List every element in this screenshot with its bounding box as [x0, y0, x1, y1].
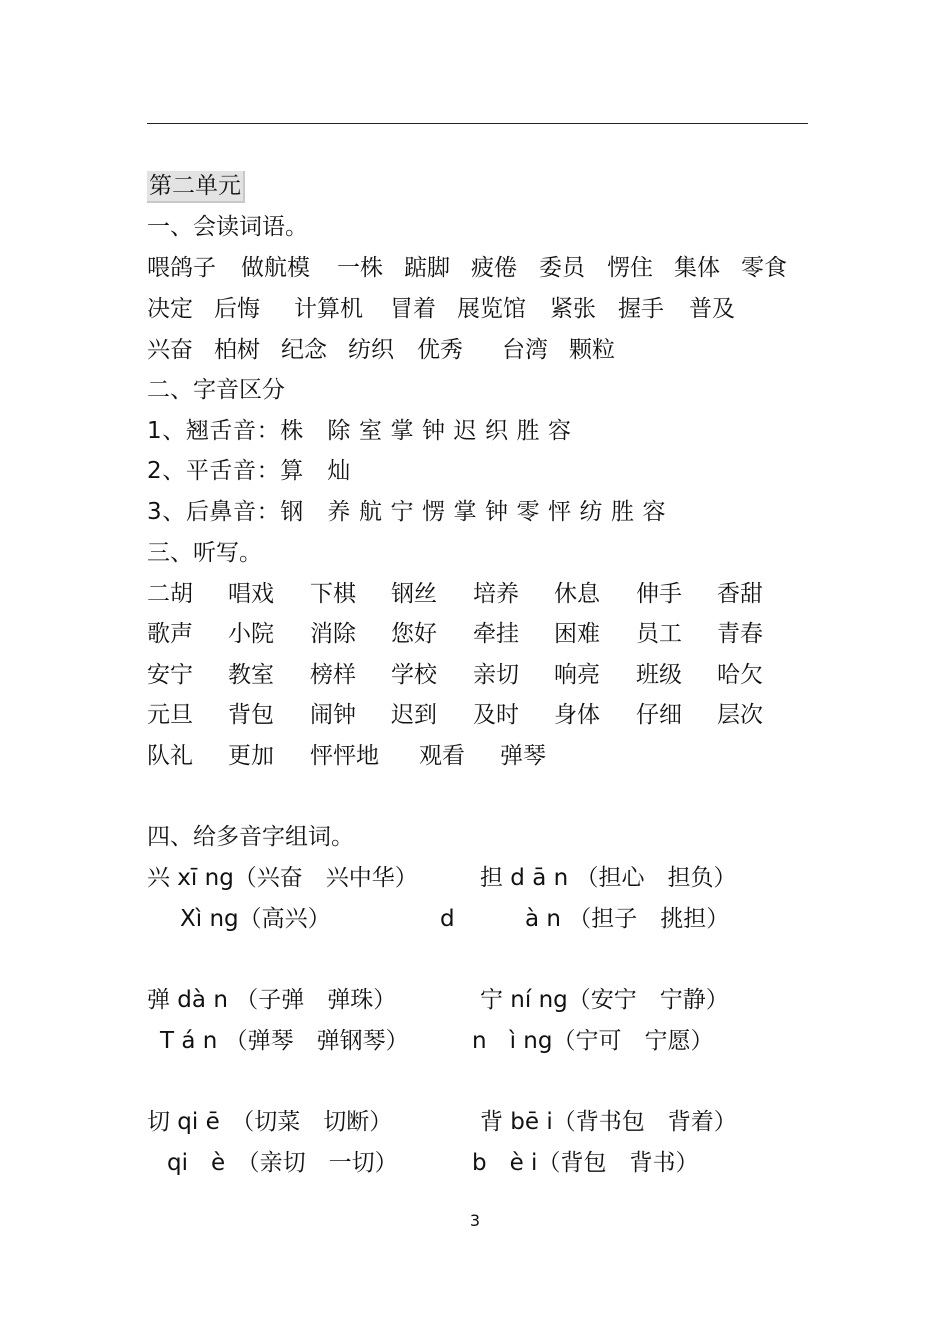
word: 兴奋: [147, 337, 193, 363]
polyphone-xing-1: 兴 xī ng（兴奋 兴中华）: [147, 865, 418, 891]
word: 牵挂: [473, 621, 519, 647]
polyphone-tan-2: T á n （弹琴 弹钢琴）: [160, 1028, 409, 1054]
word: 响亮: [554, 662, 600, 688]
word: 安宁: [147, 662, 193, 688]
word: 伸手: [636, 581, 682, 607]
word: 一株: [337, 255, 383, 281]
word: 队礼: [147, 743, 193, 769]
word: 疲倦: [471, 255, 517, 281]
section-4-heading: 四、给多音字组词。: [147, 824, 354, 850]
dictation-row-5: [147, 741, 546, 771]
section-2-heading: 二、字音区分: [147, 377, 285, 403]
word: 后悔: [214, 296, 260, 322]
section-3-heading: 三、听写。: [147, 540, 262, 566]
word: 员工: [636, 621, 682, 647]
word: 做航模: [241, 255, 310, 281]
word: 集体: [674, 255, 720, 281]
word: 培养: [473, 581, 519, 607]
flat-tongue-line: 2、平舌音：算 灿: [147, 458, 352, 484]
word: 下棋: [310, 581, 356, 607]
word: 普及: [689, 296, 735, 322]
page-number: 3: [469, 1211, 481, 1230]
word: 班级: [636, 662, 682, 688]
polyphone-xing-2: Xì ng（高兴）: [180, 906, 331, 932]
word: 您好: [391, 621, 437, 647]
dictation-row-4: [147, 700, 763, 730]
word-row-1: [147, 253, 787, 283]
word-row-3: [147, 335, 615, 365]
word: 优秀: [417, 337, 463, 363]
back-nasal-line: 3、后鼻音：钢 养 航 宁 愣 掌 钟 零 怦 纺 胜 容: [147, 499, 667, 525]
word: 更加: [228, 743, 274, 769]
word: 紧张: [550, 296, 596, 322]
word: 层次: [717, 702, 763, 728]
word: 教室: [228, 662, 274, 688]
polyphone-tan-1: 弹 dà n （子弹 弹珠）: [147, 987, 397, 1013]
dictation-row-3: [147, 660, 763, 690]
word: 亲切: [473, 662, 519, 688]
word: 及时: [473, 702, 519, 728]
header-rule: [147, 123, 808, 124]
section-1-heading: 一、会读词语。: [147, 214, 308, 240]
word: 冒着: [390, 296, 436, 322]
word: 小院: [228, 621, 274, 647]
word: 哈欠: [717, 662, 763, 688]
polyphone-qie-1: 切 qi ē （切菜 切断）: [147, 1109, 393, 1135]
polyphone-ning-1: 宁 ní ng（安宁 宁静）: [480, 987, 729, 1013]
word: 背包: [228, 702, 274, 728]
polyphone-dan-1: 担 d ā n （担心 担负）: [480, 865, 737, 891]
word: 唱戏: [228, 581, 274, 607]
word: 弹琴: [500, 743, 546, 769]
word: 身体: [554, 702, 600, 728]
word: 榜样: [310, 662, 356, 688]
unit-title: 第二单元: [147, 171, 245, 203]
word: 迟到: [391, 702, 437, 728]
word: 香甜: [717, 581, 763, 607]
word: 零食: [741, 255, 787, 281]
word: 台湾: [502, 337, 548, 363]
word: 歌声: [147, 621, 193, 647]
word: 握手: [618, 296, 664, 322]
word: 钢丝: [391, 581, 437, 607]
word-row-2: [147, 294, 735, 324]
word: 踮脚: [404, 255, 450, 281]
word: 委员: [539, 255, 585, 281]
word: 决定: [147, 296, 193, 322]
dictation-row-1: [147, 579, 763, 609]
word: 愣住: [607, 255, 653, 281]
polyphone-dan-2: à n （担子 挑担）: [525, 906, 730, 932]
word: 展览馆: [457, 296, 526, 322]
word: 消除: [310, 621, 356, 647]
word: 计算机: [294, 296, 363, 322]
word: 纺织: [348, 337, 394, 363]
retroflex-line: 1、翘舌音：株 除 室 掌 钟 迟 织 胜 容: [147, 418, 572, 444]
polyphone-ning-2: n ì ng（宁可 宁愿）: [472, 1028, 714, 1054]
word: 观看: [419, 743, 465, 769]
word: 纪念: [281, 337, 327, 363]
dictation-row-2: [147, 619, 763, 649]
word: 元旦: [147, 702, 193, 728]
word: 颗粒: [569, 337, 615, 363]
word: 二胡: [147, 581, 193, 607]
word: 柏树: [214, 337, 260, 363]
polyphone-qie-2: qi è （亲切 一切）: [167, 1150, 398, 1176]
word: 喂鸽子: [147, 255, 216, 281]
polyphone-bei-1: 背 bē i（背书包 背着）: [480, 1109, 737, 1135]
word: 困难: [554, 621, 600, 647]
word: 学校: [391, 662, 437, 688]
polyphone-bei-2: b è i（背包 背书）: [472, 1150, 699, 1176]
word: 休息: [554, 581, 600, 607]
word: 青春: [717, 621, 763, 647]
word: 仔细: [636, 702, 682, 728]
word: 怦怦地: [310, 743, 379, 769]
polyphone-dan-2-initial: d: [440, 906, 455, 932]
word: 闹钟: [310, 702, 356, 728]
